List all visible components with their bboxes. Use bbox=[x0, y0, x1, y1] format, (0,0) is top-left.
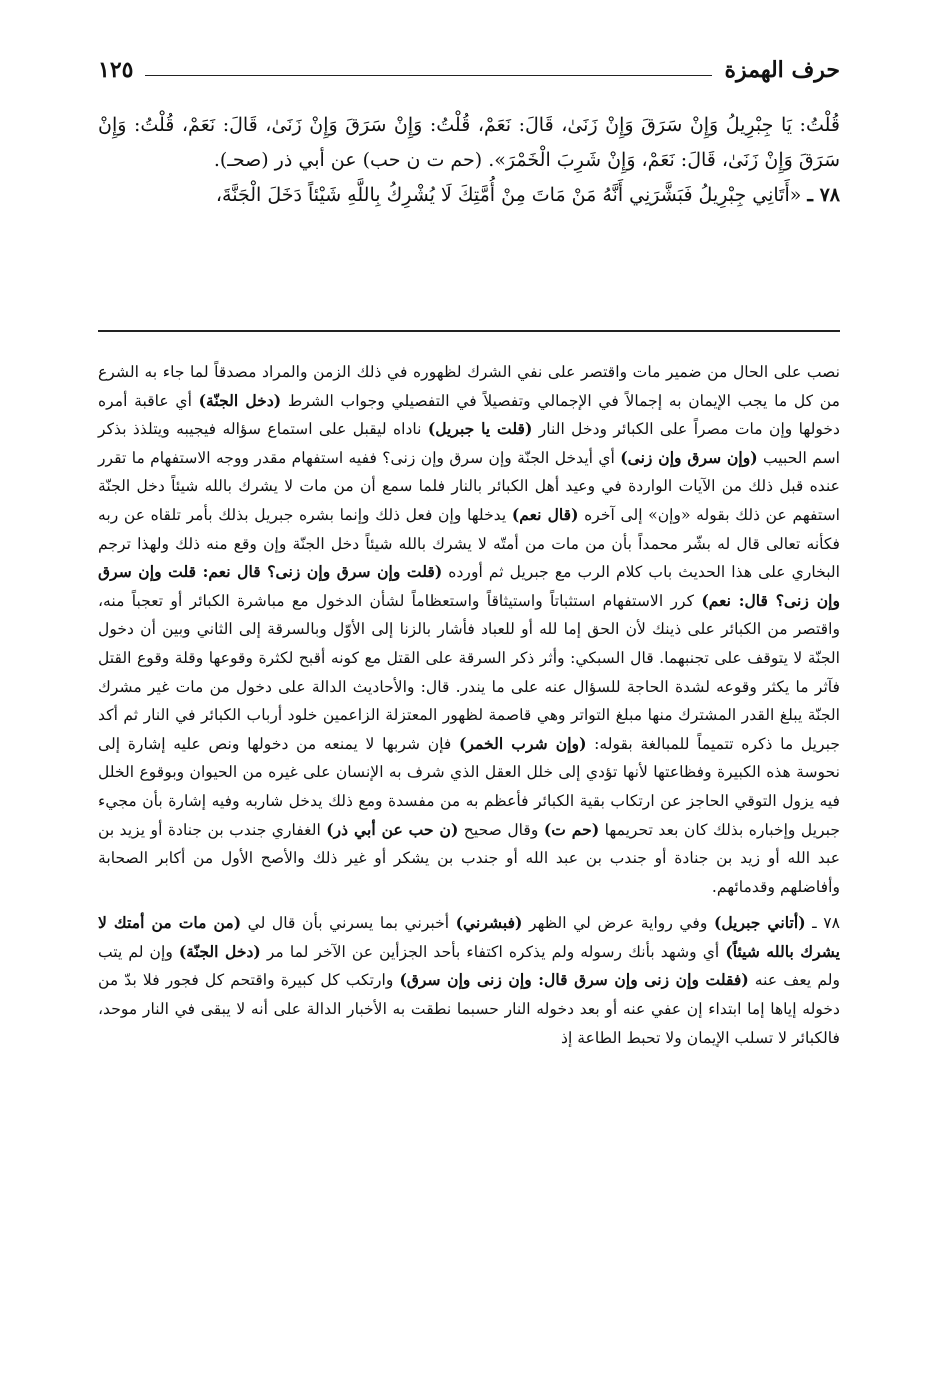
commentary-text: ناداه ليقبل على استماع سؤاله فيجيبه ويتلذذ بذكر اسم الحبيب bbox=[98, 420, 840, 467]
quoted-matn-text: (أتاني جبريل) bbox=[713, 913, 806, 933]
commentary-text: كرر الاستفهام استثباتاً واستيثاقاً واستعظاماً لشأن الدخول مع مباشرة الكبائر أو تعجباً منه، واقتصر من الكبائر على ذينك لأن الحق إما لله أو للعباد فأشار بالزنا إلى الأوّل وبالسرقة إلى الثاني وبين أن دخول الجنّة لا يتوقف على تجنبهما. قال السبكي: وأثر ذكر السرقة على القتل مع كونه أقبح لكثرة وقوعها وقلة وقوع القتل فآثر ما يكثر وقوعه لشدة الحاجة للسؤال عنه على ما يندر. قال: والأحاديث الدالة على دخول من مات غير مشرك الجنّة يبلغ القدر المشترك منها مبلغ التواتر وهي قاصمة لظهور المعتزلة الزاعمين خلود أرباب الكبائر في النار ثم أكد جبريل ما ذكره تتميماً للمبالغة بقوله: bbox=[98, 591, 840, 753]
commentary-text: وإن لم يتب ولم يعف عنه bbox=[98, 942, 840, 990]
running-header bbox=[98, 52, 840, 88]
commentary-text: وفي رواية عرض لي الظهر bbox=[522, 914, 714, 933]
quoted-matn-text: (حم ت) bbox=[543, 819, 600, 839]
quoted-matn-text: (قلت وإن سرق وإن زنى؟ قال نعم: قلت وإن سرق وإن زنى؟ قال: نعم) bbox=[98, 562, 841, 610]
hadith-text-block bbox=[98, 108, 840, 213]
quoted-matn-text: (دخل الجنّة) bbox=[198, 390, 282, 410]
quoted-matn-text: (ن حب عن أبي ذر) bbox=[326, 819, 459, 839]
commentary-text: أي عاقبة أمره دخولها وإن مات مصراً على الكبائر ودخل النار bbox=[98, 391, 840, 439]
quoted-matn-text: (قلت يا جبريل) bbox=[427, 419, 533, 439]
quoted-matn-text: (دخل الجنّة) bbox=[178, 941, 261, 961]
quoted-matn-text: (وإن سرق وإن زنى) bbox=[620, 447, 758, 467]
quoted-matn-text: (فقلت وإن زنى وإن سرق قال: وإن زنى وإن سرق) bbox=[399, 970, 749, 990]
hadith-number: ٧٨ ـ bbox=[807, 184, 840, 206]
commentary-paragraph-2 bbox=[98, 909, 840, 1052]
commentary-text: فإن شربها لا يمنعه من دخولها ونص عليه إشارة إلى نحوسة هذه الكبيرة وفظاعتها لأنها تؤدي إلى خلل العقل الذي شرف به الإنسان على غيره من الحيوان وبوقوع الخلل فيه يزول التوقي الحاجز عن ارتكاب بقية الكبائر فأعظم به من مفسدة ومع ذلك يدخل شاربه وفيه إشارة بأن مجيء جبريل وإخباره بذلك كان بعد تحريمها bbox=[98, 734, 840, 839]
commentary-text: وارتكب كل كبيرة واقتحم كل فجور فلا بدّ من دخوله إياها إما ابتداء إن عفي عنه أو بعد دخوله النار حسبما نطقت به الأخبار الدالة على أنه لا يبقى في النار موحد، فالكبائر لا تسلب الإيمان ولا تحبط الطاعة إذ bbox=[98, 971, 840, 1047]
commentary-text: وقال صحيح bbox=[458, 820, 544, 839]
commentary-text: يدخلها وإن فعل ذلك وإنما بشره جبريل بذلك بأمر تلقاه عن ربه فكأنه تعالى قال له بشّر محمداً بأن من مات من أمتّه لا يشرك بالله شيئاً دخل الجنّة وإن وقع منه ذلك ولهذا ترجم البخاري على هذا الحديث باب كلام الرب مع جبريل ثم أورده bbox=[98, 505, 840, 582]
footnote-divider bbox=[98, 330, 840, 332]
hadith-entry-text: «أَتَانِي جِبْرِيلُ فَبَشَّرَنِي أَنَّهُ مَنْ مَاتَ مِنْ أُمَّتِكَ لَا يُشْرِكُ بِاللَّهِ شَيْئاً دَخَلَ الْجَنَّةَ، bbox=[215, 184, 802, 206]
commentary-text: الغفاري جندب بن جنادة أو يزيد بن عبد الله أو زيد بن جنادة أو جندب بن عبد الله أو جندب بن يشكر أو غير ذلك والأصح الأول من أكابر الصحابة وأفاضلهم وقدمائهم. bbox=[98, 820, 840, 896]
commentary-paragraph-1 bbox=[98, 358, 840, 901]
chapter-title: حرف الهمزة bbox=[724, 57, 840, 83]
commentary-text: أخبرني بما يسرني بأن قال لي bbox=[241, 914, 456, 933]
commentary-text: نصب على الحال من ضمير مات واقتصر على نفي الشرك لظهوره في ذلك الزمن والمراد مصدقاً لما جاء به الشرع من كل ما يجب الإيمان به إجمالاً في الإجمالي وتفصيلاً في التفصيلي وجواب الشرط bbox=[98, 363, 841, 410]
quoted-matn-text: (من مات من أمتك لا يشرك بالله شيئاً) bbox=[98, 913, 841, 961]
page-number: ١٢٥ bbox=[98, 57, 134, 83]
commentary-text: ٧٨ ـ bbox=[805, 914, 840, 933]
hadith-continuation: قُلْتُ: يَا جِبْرِيلُ وَإِنْ سَرَقَ وَإِنْ زَنَىٰ، قَالَ: نَعَمْ، قُلْتُ: وَإِنْ سَرَقَ وَإِنْ زَنَىٰ، قَالَ: نَعَمْ، قُلْتُ: وَإِنْ سَرَقَ وَإِنْ زَنَىٰ، قَالَ: نَعَمْ، وَإِنْ شَرِبَ الْخَمْرَ». (حم ت ن حب) عن أبي ذر (صحـ). bbox=[98, 114, 840, 171]
quoted-matn-text: (قال نعم) bbox=[511, 504, 579, 524]
header-rule bbox=[145, 75, 712, 76]
hadith-entry bbox=[98, 178, 840, 213]
commentary-block bbox=[98, 358, 840, 1060]
commentary-text: أي أيدخل الجنّة وإن سرق وإن زنى؟ ففيه استفهام مقدر ووجه الاستفهام ما تقرر عنده قبل ذلك من الآيات الواردة في وعيد أهل الكبائر بالنار فلما سمع أن من مات لا يشرك بالله شيئاً دخل الجنّة استفهم عن ذلك بقوله «وإن» إلى آخره bbox=[98, 448, 840, 524]
quoted-matn-text: (وإن شرب الخمر) bbox=[459, 733, 587, 753]
commentary-text: أي وشهد بأنك رسوله ولم يذكره اكتفاء بأحد الجزأين عن الآخر لما مر bbox=[260, 942, 726, 961]
quoted-matn-text: (فبشرني) bbox=[455, 913, 523, 933]
